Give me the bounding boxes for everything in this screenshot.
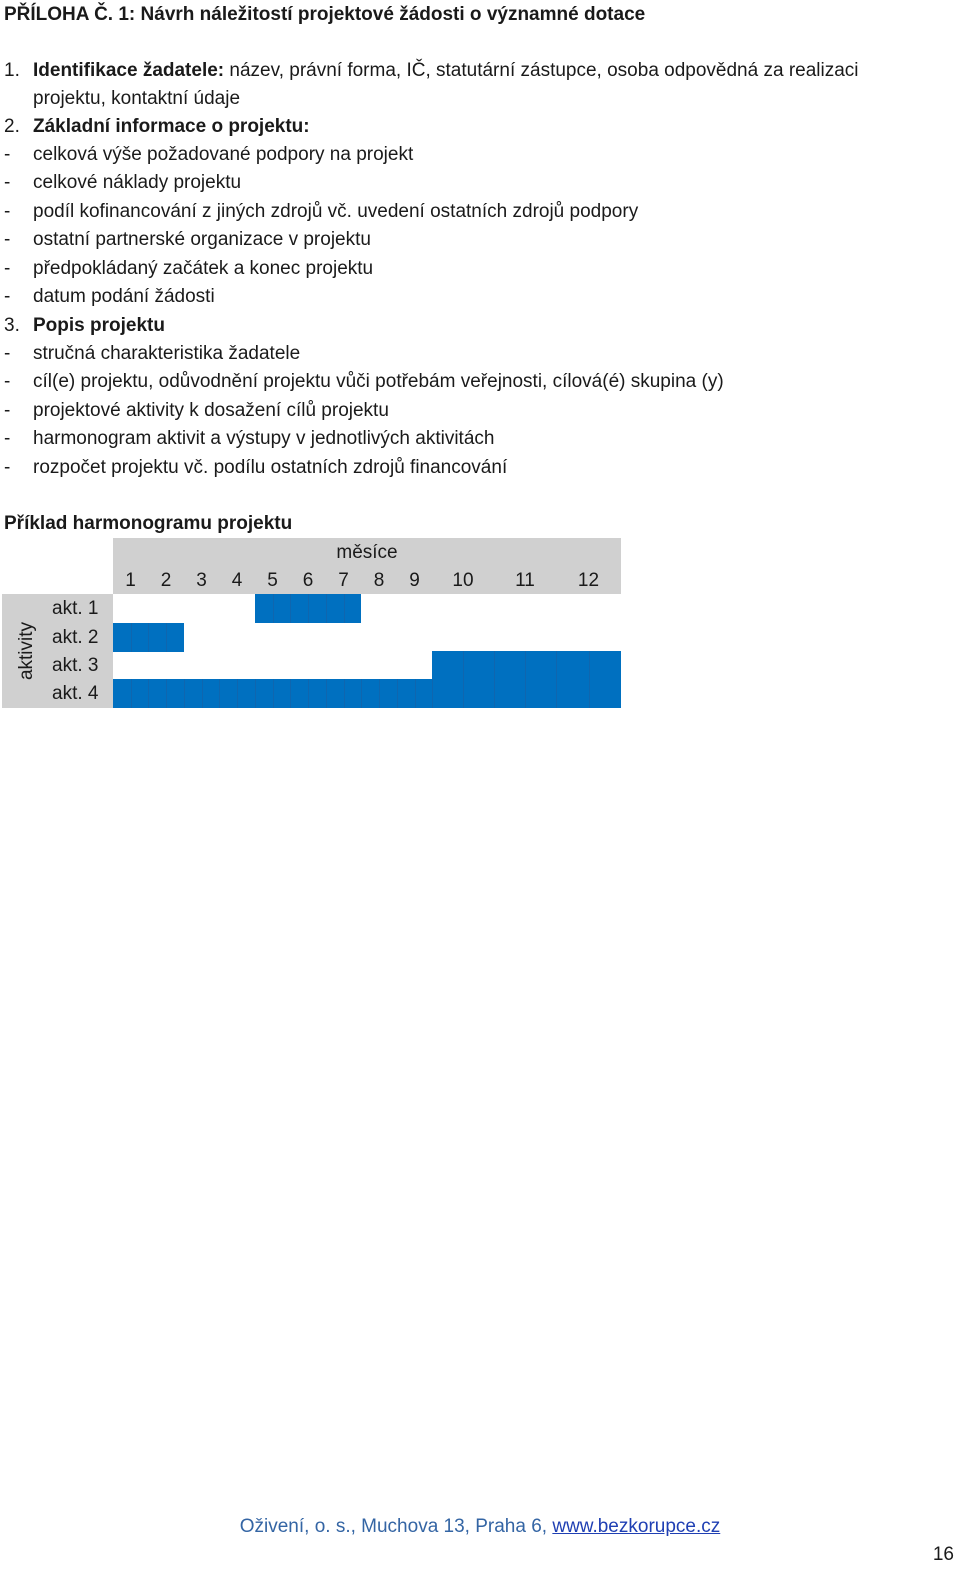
month-label: 6 [302,570,314,591]
bullet-dash: - [4,257,11,279]
gantt-bar-divider [273,594,274,623]
bullet-text: projektové aktivity k dosažení cílů projektu [33,399,389,421]
page-number: 16 [932,1544,954,1565]
gantt-bar-divider [166,679,167,708]
bullet-dash: - [4,343,11,364]
gantt-bar-divider [131,623,132,652]
bullet-text: rozpočet projektu vč. podílu ostatních zdrojů financování [33,456,508,478]
gantt-bar-divider [589,679,590,708]
section-heading: Identifikace žadatele: [33,60,225,81]
bullet-item [4,397,389,425]
section-3-line [4,312,165,340]
month-label: 11 [515,570,535,591]
gantt-bar-divider [237,679,238,708]
bullet-item [4,368,724,396]
bullet-text: celkové náklady projektu [33,172,242,194]
gantt-bar-divider [432,679,433,708]
section-2-line [4,113,310,141]
gantt-bar-divider [326,679,327,708]
gantt-bar-divider [219,679,220,708]
bullet-item [4,425,494,453]
section-text: název, právní forma, IČ, statutární zástupce, osoba odpovědná za realizaci [224,60,859,81]
gantt-bar-divider [525,679,526,708]
gantt-bar-divider [361,679,362,708]
month-label: 10 [452,570,474,591]
gantt-bar-divider [397,679,398,708]
bullet-item [4,169,241,197]
month-label: 7 [338,570,349,591]
bullet-item [4,141,413,169]
activity-label: akt. 4 [52,683,99,704]
month-label: 1 [125,570,136,591]
bullet-item [4,283,215,311]
section-number: 2. [4,116,20,137]
bullet-text: cíl(e) projektu, odůvodnění projektu vůči potřebám veřejnosti, cílová(é) skupina (y) [33,371,724,393]
bullet-text: harmonogram aktivit a výstupy v jednotlivých aktivitách [33,428,495,450]
bullet-dash: - [4,399,11,421]
gantt-bar-divider [415,679,416,708]
gantt-bar-divider [494,651,495,680]
section-number: 1. [4,60,20,81]
bullet-dash: - [4,200,11,222]
footer-text: Oživení, o. s., Muchova 13, Praha 6, [239,1516,553,1537]
section-1-line [4,57,859,85]
section-1-continuation: projektu, kontaktní údaje [33,88,241,109]
bullet-dash: - [4,456,11,478]
month-label: 12 [577,570,600,591]
gantt-bar-divider [148,623,149,652]
gantt-bar-divider [379,679,380,708]
bullet-dash: - [4,428,11,450]
month-label: 3 [196,570,207,591]
bullet-item [4,255,373,283]
gantt-bar [255,594,361,623]
gantt-bar [113,623,184,652]
bullet-text: podíl kofinancování z jiných zdrojů vč. uvedení ostatních zdrojů podpory [33,200,639,222]
gantt-bar-divider [202,679,203,708]
bullet-item [4,454,507,482]
gantt-bar-divider [344,679,345,708]
bullet-text: celková výše požadované podpory na projekt [33,144,414,165]
gantt-bar-divider [463,651,464,680]
gantt-bar-divider [131,679,132,708]
footer-link[interactable]: www.bezkorupce.cz [552,1516,721,1537]
gantt-bar-divider [494,679,495,708]
gantt-bar-divider [556,679,557,708]
gantt-bar-divider [290,679,291,708]
activity-label: akt. 2 [52,627,99,648]
gantt-bar-divider [273,679,274,708]
gantt-bar-divider [166,623,167,652]
bullet-text: předpokládaný začátek a konec projektu [33,257,374,279]
bullet-dash: - [4,172,11,194]
section-number: 3. [4,315,20,336]
gantt-bar-divider [255,679,256,708]
bullet-dash: - [4,144,11,165]
gantt-bar-divider [589,651,590,680]
gantt-bar-divider [308,679,309,708]
month-label: 2 [160,570,172,591]
month-label: 8 [373,570,385,591]
gantt-bar-divider [308,594,309,623]
bullet-text: datum podání žádosti [33,286,215,307]
bullet-text: ostatní partnerské organizace v projektu [33,229,371,251]
gantt-title: Příklad harmonogramu projektu [4,513,293,534]
bullet-dash: - [4,371,11,393]
page-title: PŘÍLOHA Č. 1: Návrh náležitostí projektové žádosti o významné dotace [4,4,646,25]
gantt-bar-divider [148,679,149,708]
month-label: 5 [267,570,278,591]
gantt-bar-divider [344,594,345,623]
gantt-bar-divider [463,679,464,708]
months-label: měsíce [336,542,398,563]
bullet-item [4,226,371,254]
gantt-bar-divider [326,594,327,623]
bullet-dash: - [4,286,11,307]
bullet-dash: - [4,229,11,251]
bullet-text: stručná charakteristika žadatele [33,343,301,364]
section-heading: Základní informace o projektu: [33,116,310,137]
month-label: 9 [409,570,420,591]
bullet-item [4,198,638,226]
activity-label: akt. 1 [52,598,99,619]
section-heading: Popis projektu [33,315,165,336]
gantt-bar-divider [184,679,185,708]
activity-label: akt. 3 [52,655,99,676]
month-label: 4 [231,570,243,591]
gantt-bar-divider [556,651,557,680]
footer [0,1513,960,1541]
rows-label-cell [2,594,52,708]
gantt-bar-divider [290,594,291,623]
rows-label: aktivity [16,621,37,681]
gantt-bar [432,651,621,680]
bullet-item [4,340,300,368]
gantt-bar-divider [525,651,526,680]
gantt-bar [113,679,621,708]
